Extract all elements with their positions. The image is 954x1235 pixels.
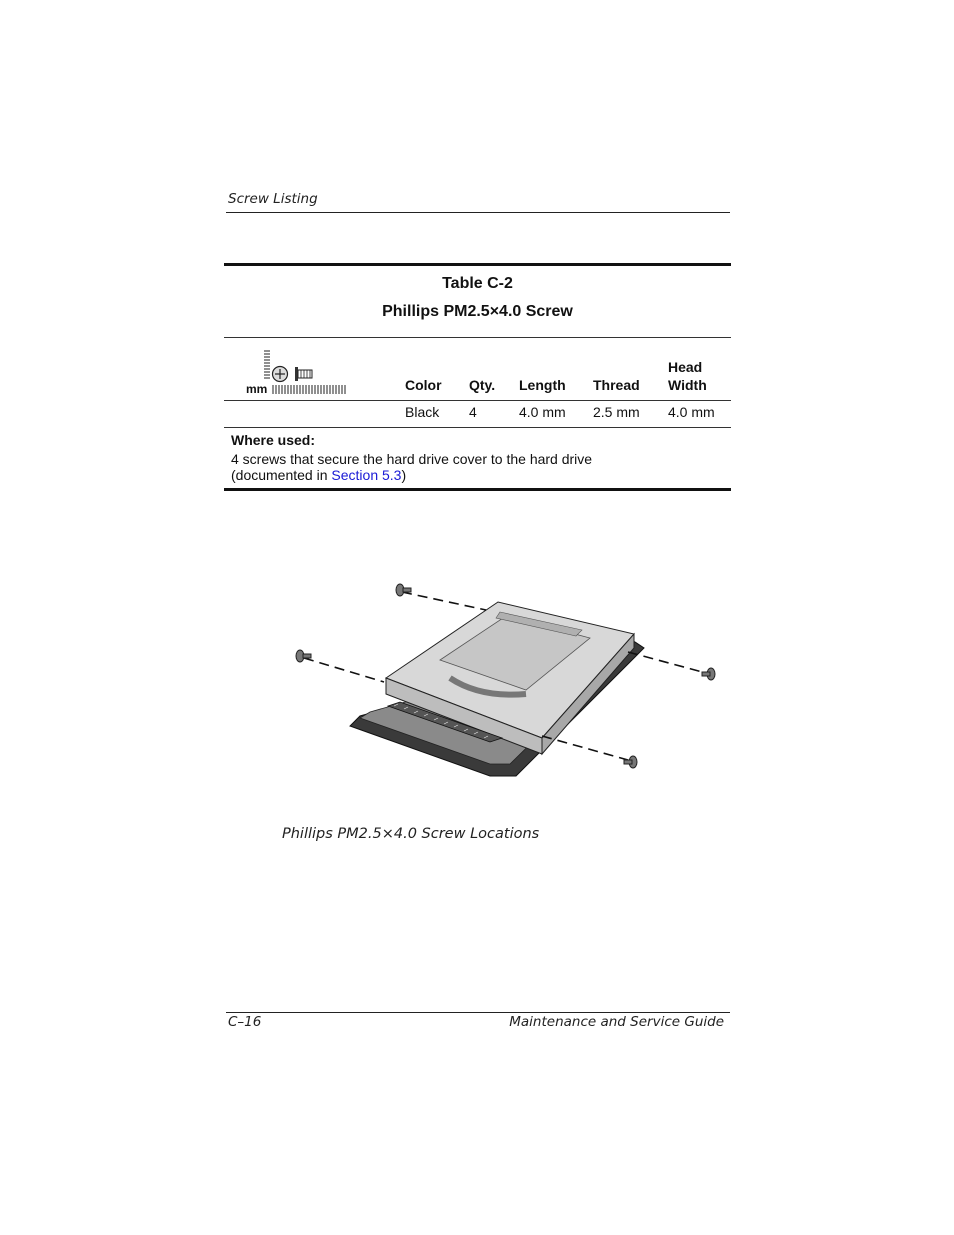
table-row — [224, 401, 731, 427]
cell-qty: 4 — [469, 404, 477, 420]
col-head-width — [668, 358, 707, 394]
header-rule — [226, 212, 730, 213]
cell-thread: 2.5 mm — [593, 404, 640, 420]
table-header-row — [224, 338, 731, 400]
mm-label: mm — [246, 382, 268, 396]
col-head-width-line2: Width — [668, 377, 707, 393]
where-used-suffix: ) — [401, 467, 407, 483]
book-title: Maintenance and Service Guide — [509, 1014, 724, 1030]
col-color: Color — [405, 377, 442, 393]
hard-drive-screw-illustration — [290, 578, 730, 783]
where-used-line2 — [231, 467, 724, 483]
col-head-width-line1: Head — [668, 359, 703, 375]
table-title: Phillips PM2.5×4.0 Screw — [382, 303, 573, 320]
col-length: Length — [519, 377, 566, 393]
table-label: Table C-2 — [442, 275, 513, 292]
cell-color: Black — [405, 404, 440, 420]
page-number: C–16 — [228, 1014, 262, 1030]
screw-table — [224, 263, 731, 491]
where-used-line1: 4 screws that secure the hard drive cover to the hard drive — [231, 451, 593, 467]
where-used — [224, 428, 731, 488]
cell-head-width: 4.0 mm — [668, 404, 715, 420]
table-bottom-rule — [224, 488, 731, 491]
col-qty: Qty. — [469, 377, 496, 393]
footer-rule — [226, 1012, 730, 1013]
where-used-label: Where used: — [231, 432, 316, 448]
col-thread: Thread — [593, 377, 640, 393]
where-used-prefix: (documented in — [231, 467, 332, 483]
running-head: Screw Listing — [228, 191, 318, 207]
cell-length: 4.0 mm — [519, 404, 566, 420]
figure-caption: Phillips PM2.5×4.0 Screw Locations — [282, 826, 540, 842]
section-link[interactable]: Section 5.3 — [331, 467, 402, 483]
